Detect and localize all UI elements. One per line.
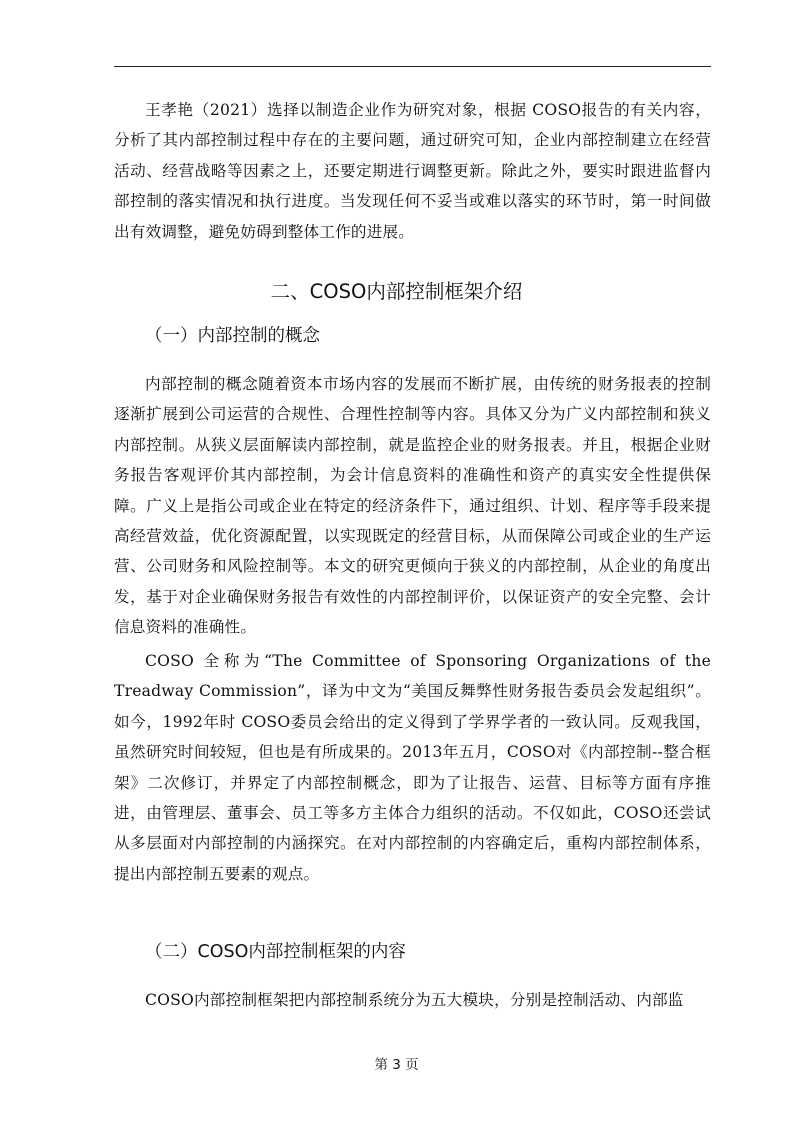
subsection-heading-1: （一）内部控制的概念 [145, 326, 320, 346]
paragraph-intro: 王孝艳（2021）选择以制造企业作为研究对象，根据 COSO报告的有关内容，分析了其内部控制过程中存在的主要问题，通过研究可知，企业内部控制建立在经营活动、经营战略等因素之上，还要定期进行调整更新。除此之外，要实时跟进监督内部控制的落实情况和执行进度。当发现任何不妥当或难以落实的环节时，第一时间做出有效调整，避免妨碍到整体工作的进展。 [114, 101, 711, 241]
subsection-heading-2: （二）COSO内部控制框架的内容 [145, 942, 406, 962]
paragraph-framework: COSO内部控制框架把内部控制系统分为五大模块，分别是控制活动、内部监 [145, 991, 684, 1009]
header-rule [114, 66, 711, 67]
page-number: 第 3 页 [374, 1057, 419, 1073]
paragraph-concept: 内部控制的概念随着资本市场内容的发展而不断扩展，由传统的财务报表的控制逐渐扩展到公司运营的合规性、合理性控制等内容。具体又分为广义内部控制和狭义内部控制。从狭义层面解读内部控制，就是监控企业的财务报表。并且，根据企业财务报告客观评价其内部控制，为会计信息资料的准确性和资产的真实安全性提供保障。广义上是指公司或企业在特定的经济条件下，通过组织、计划、程序等手段来提高经营效益，优化资源配置，以实现既定的经营目标，从而保障公司或企业的生产运营、公司财务和风险控制等。本文的研究更倾向于狭义的内部控制，从企业的角度出发，基于对企业确保财务报告有效性的内部控制评价，以保证资产的安全完整、会计信息资料的准确性。 [114, 375, 711, 637]
paragraph-coso-definition: COSO 全称为“The Committee of Sponsoring Organizations of the Treadway Commission”，译为中文为“美国反舞弊性财务报告委员会发起组织”。如今，1992年时 COSO委员会给出的定义得到了学界学者的一致认同。反观我国，虽然研究时间较短，但也是有所成果的。2013年五月，COSO对《内部控制--整合框架》二次修订，并界定了内部控制概念，即为了让报告、运营、目标等方面有序推进，由管理层、董事会、员工等多方主体合力组织的活动。不仅如此，COSO还尝试从多层面对内部控制的内涵探究。在对内部控制的内容确定后，重构内部控制体系，提出内部控制五要素的观点。 [114, 652, 711, 883]
section-heading: 二、COSO内部控制框架介绍 [270, 280, 523, 303]
